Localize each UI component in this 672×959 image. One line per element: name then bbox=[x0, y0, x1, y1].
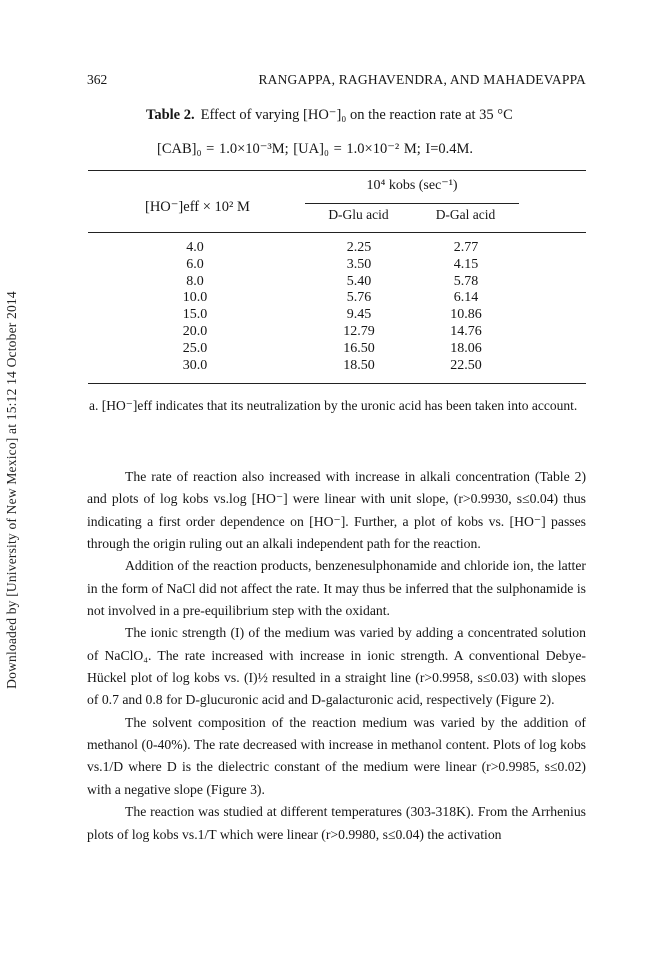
paragraph: The solvent composition of the reaction medium was varied by the addition of methanol (0-40%). The rate decreased with increase in methanol content. Plots of log kobs vs.1/D where D is the dielectric constant of the medium were linear (r>0.9985, s≤0.02) with a negative slope (Figure 3). bbox=[87, 714, 586, 797]
table-row bbox=[0, 358, 672, 375]
table-row bbox=[0, 290, 672, 307]
table-caption-line2: [CAB]₀ = 1.0×10⁻³M; [UA]₀ = 1.0×10⁻² M; I=0.4M. bbox=[157, 141, 474, 157]
table-caption bbox=[146, 107, 513, 124]
table-cell: 10.0 bbox=[182, 290, 208, 306]
table-cell: 12.79 bbox=[343, 323, 375, 339]
table-row bbox=[0, 274, 672, 291]
table-cell: 6.14 bbox=[453, 290, 479, 306]
running-head-authors: RANGAPPA, RAGHAVENDRA, AND MAHADEVAPPA bbox=[258, 72, 586, 87]
table-row bbox=[0, 240, 672, 257]
table-cell: 22.50 bbox=[450, 357, 482, 373]
table-footnote: a. [HO⁻]eff indicates that its neutralization by the uronic acid has been taken into account. bbox=[89, 398, 578, 413]
table-cell: 5.78 bbox=[453, 273, 479, 289]
table-cell: 4.0 bbox=[186, 240, 204, 255]
paragraph: Addition of the reaction products, benzenesulphonamide and chloride ion, the latter in the form of NaCl did not affect the rate. It may thus be inferred that the sulphonamide is not involved in a pre-equilibrium step with the oxidant. bbox=[87, 558, 586, 619]
table-header-col1: D-Glu acid bbox=[328, 207, 389, 222]
table-caption-line1: Effect of varying [HO⁻]₀ on the reaction rate at 35 °C bbox=[200, 107, 513, 123]
paragraph: The reaction was studied at different temperatures (303-318K). From the Arrhenius plots of log kobs vs.1/T which were linear (r>0.9980, s≤0.04) the activation bbox=[87, 804, 586, 842]
table-cell: 9.45 bbox=[346, 307, 372, 323]
paragraph: The rate of reaction also increased with increase in alkali concentration (Table 2) and plots of log kobs vs.log [HO⁻] were linear with unit slope, (r>0.9930, s≤0.04) thus indicating a first order dependence on [HO⁻]. Further, a plot of kobs vs. [HO⁻] passes through the origin ruling out an alkali independent path for the reaction. bbox=[87, 469, 586, 552]
table-row bbox=[0, 307, 672, 324]
table-cell: 5.40 bbox=[346, 273, 372, 289]
table-header-top: 10⁴ kobs (sec⁻¹) bbox=[366, 178, 458, 193]
table-header-subrule bbox=[305, 203, 519, 204]
table-cell: 15.0 bbox=[182, 307, 208, 323]
running-head bbox=[87, 72, 586, 90]
table-cell: 3.50 bbox=[346, 256, 372, 272]
page-number: 362 bbox=[87, 72, 108, 87]
table-row bbox=[0, 257, 672, 274]
table-body bbox=[0, 240, 672, 374]
table-cell: 4.15 bbox=[453, 256, 479, 272]
table-cell: 20.0 bbox=[182, 323, 208, 339]
table-cell: 18.06 bbox=[450, 340, 482, 356]
table-cell: 10.86 bbox=[450, 307, 482, 323]
table-cell: 14.76 bbox=[450, 323, 482, 339]
table-cell: 2.77 bbox=[453, 240, 479, 255]
table-header-left: [HO⁻]eff × 10² M bbox=[145, 199, 250, 215]
table-cell: 2.25 bbox=[346, 240, 372, 255]
table-cell: 30.0 bbox=[182, 357, 208, 373]
table-row bbox=[0, 341, 672, 358]
table-cell: 16.50 bbox=[343, 340, 375, 356]
table-header-rule bbox=[88, 232, 586, 233]
download-watermark-text: Downloaded by [University of New Mexico] at 15:12 14 October 2014 bbox=[4, 291, 20, 689]
table-cell: 8.0 bbox=[186, 273, 204, 289]
table-cell: 5.76 bbox=[346, 290, 372, 306]
table-cell: 25.0 bbox=[182, 340, 208, 356]
table-bottom-rule bbox=[88, 383, 586, 384]
table-top-rule bbox=[88, 170, 586, 171]
body-text bbox=[87, 466, 586, 846]
paragraph: The ionic strength (I) of the medium was varied by adding a concentrated solution of NaClO₄. The rate increased with increase in ionic strength. A conventional Debye-Hückel plot of log kobs vs. (I)½ resulted in a straight line (r>0.9958, s≤0.03) with slopes of 0.7 and 0.8 for D-glucuronic acid and D-galacturonic acid, respectively (Figure 2). bbox=[87, 625, 586, 708]
table-cell: 6.0 bbox=[186, 256, 204, 272]
table-label: Table 2. bbox=[146, 107, 195, 123]
table-cell: 18.50 bbox=[343, 357, 375, 373]
table-row bbox=[0, 324, 672, 341]
table-header-col2: D-Gal acid bbox=[435, 207, 496, 222]
